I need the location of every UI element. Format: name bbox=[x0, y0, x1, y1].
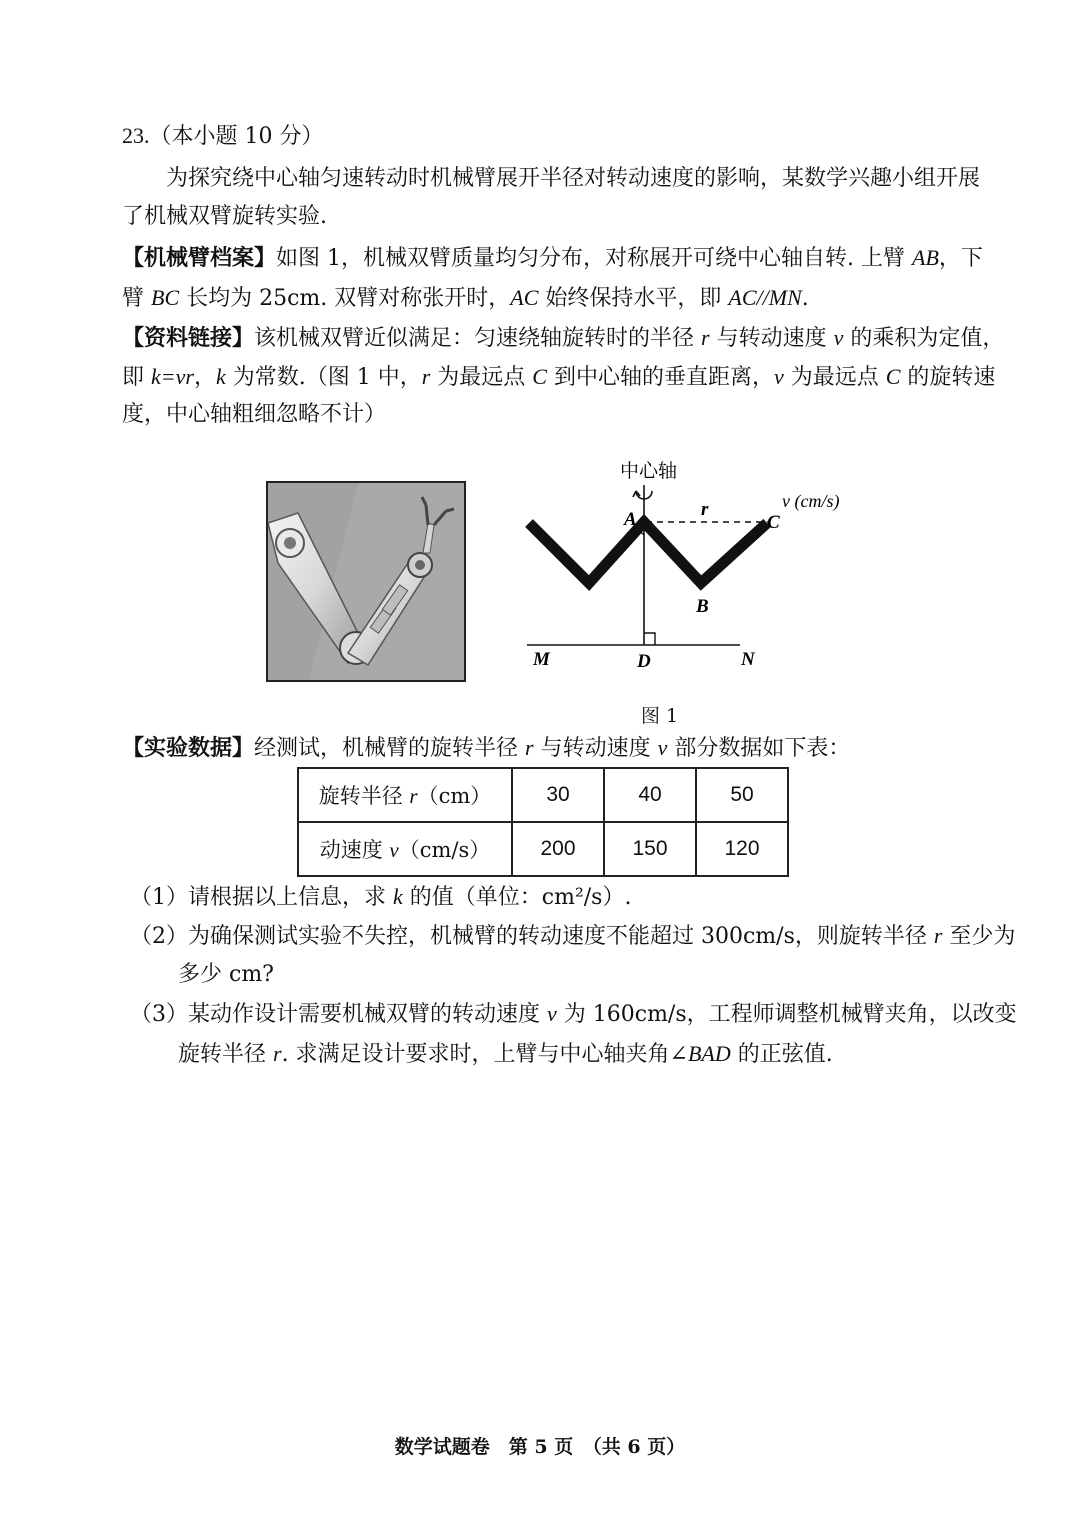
table-row2-header-b: （cm/s） bbox=[398, 838, 491, 862]
segment-bc: BC bbox=[151, 285, 180, 310]
info-text-2c: 为常数.（图 1 中， bbox=[225, 365, 422, 390]
info-line-2 bbox=[122, 362, 995, 393]
part-3-var-v: v bbox=[547, 1001, 557, 1026]
part-3-text-c: 旋转半径 bbox=[178, 1042, 273, 1067]
part-3-angle-bad: BAD bbox=[687, 1041, 731, 1066]
table-row2-header bbox=[298, 822, 512, 876]
r-label: r bbox=[701, 499, 709, 520]
info-text-1c: 的乘积为定值， bbox=[843, 326, 1005, 351]
part-1-text-b: 的值（单位：cm²/s）. bbox=[402, 885, 632, 910]
right-angle-mark bbox=[644, 633, 655, 645]
info-text-2b: ， bbox=[193, 365, 216, 390]
segment-ab: AB bbox=[912, 245, 939, 270]
var-v-2: v bbox=[773, 364, 784, 389]
table-row2-header-a: 动速度 bbox=[319, 838, 390, 862]
table-cell: 30 bbox=[512, 768, 604, 822]
profile-text-2d: . bbox=[801, 286, 809, 311]
table-cell: 150 bbox=[604, 822, 696, 876]
info-tag: 【资料链接】 bbox=[122, 325, 255, 351]
question-header bbox=[122, 121, 323, 152]
info-line-3: 度，中心轴粗细忽略不计） bbox=[122, 402, 387, 427]
segment-ac: AC bbox=[510, 285, 539, 310]
data-table bbox=[297, 767, 789, 877]
info-text-2f: 为最远点 bbox=[783, 365, 886, 390]
table-row1-header-b: （cm） bbox=[417, 784, 492, 808]
robot-arm-photo-drawing bbox=[268, 483, 466, 682]
intro-line-1: 为探究绕中心轴匀速转动时机械臂展开半径对转动速度的影响，某数学兴趣小组开展 bbox=[166, 166, 981, 191]
part-3-line-1 bbox=[130, 999, 1017, 1030]
part-3-var-r: r bbox=[273, 1041, 282, 1066]
profile-text-2c: 始终保持水平，即 bbox=[538, 286, 729, 311]
part-1-var-k: k bbox=[393, 884, 403, 909]
profile-text-2b: 长均为 25cm. 双臂对称张开时， bbox=[179, 286, 511, 311]
info-line-1 bbox=[122, 323, 1004, 354]
part-3-text-d: . 求满足设计要求时，上臂与中心轴夹角∠ bbox=[281, 1042, 688, 1067]
profile-text-2a: 臂 bbox=[122, 286, 151, 311]
formula-k-vr: k=vr bbox=[151, 364, 194, 389]
figure-1-diagram bbox=[515, 455, 865, 680]
profile-text-1b: ，下 bbox=[938, 246, 983, 271]
experiment-tag: 【实验数据】 bbox=[122, 735, 255, 761]
info-text-1b: 与转动速度 bbox=[709, 326, 834, 351]
table-row1-header-var: r bbox=[409, 784, 418, 808]
page-footer: 数学试题卷 第 5 页 （共 6 页） bbox=[394, 1436, 686, 1458]
profile-tag: 【机械臂档案】 bbox=[122, 245, 277, 271]
info-text-1a: 该机械双臂近似满足：匀速绕轴旋转时的半径 bbox=[254, 326, 702, 351]
part-1-text-a: 请根据以上信息，求 bbox=[188, 885, 393, 910]
table-row1-header bbox=[298, 768, 512, 822]
table-row2-header-var: v bbox=[389, 838, 399, 862]
part-3-line-2 bbox=[178, 1039, 833, 1070]
figure-caption: 图 1 bbox=[641, 705, 679, 727]
part-3-text-b: 为 160cm/s，工程师调整机械臂夹角，以改变 bbox=[556, 1002, 1017, 1027]
profile-line-1 bbox=[122, 243, 983, 274]
var-r: r bbox=[701, 325, 710, 350]
point-c-label: C bbox=[767, 512, 780, 533]
table-cell: 50 bbox=[696, 768, 788, 822]
part-3-text-a: 某动作设计需要机械双臂的转动速度 bbox=[188, 1002, 547, 1027]
var-v: v bbox=[833, 325, 844, 350]
question-number: 23. bbox=[122, 123, 150, 148]
point-c-text: C bbox=[532, 364, 547, 389]
point-b-label: B bbox=[696, 596, 709, 617]
part-2-line-1 bbox=[130, 921, 1015, 952]
table-row bbox=[298, 822, 788, 876]
info-text-2d: 为最远点 bbox=[430, 365, 533, 390]
intro-line-2: 了机械双臂旋转实验. bbox=[122, 204, 327, 229]
table-row bbox=[298, 768, 788, 822]
info-text-2e: 到中心轴的垂直距离， bbox=[546, 365, 774, 390]
point-n-label: N bbox=[741, 649, 755, 670]
part-2-line-2: 多少 cm? bbox=[178, 962, 274, 987]
part-1 bbox=[130, 882, 631, 913]
part-2-text-b: 至少为 bbox=[942, 924, 1016, 949]
point-a-label: A bbox=[624, 509, 637, 530]
table-cell: 40 bbox=[604, 768, 696, 822]
info-text-2g: 的旋转速 bbox=[900, 365, 996, 390]
robot-arm-photo bbox=[266, 481, 466, 682]
var-r-2: r bbox=[421, 364, 431, 389]
parallel-relation: AC//MN bbox=[728, 285, 802, 310]
var-k: k bbox=[215, 364, 226, 389]
velocity-label: v (cm/s) bbox=[782, 491, 840, 511]
experiment-var-v: v bbox=[657, 735, 668, 760]
experiment-text-a: 经测试，机械臂的旋转半径 bbox=[254, 736, 526, 761]
question-points: （本小题 10 分） bbox=[149, 124, 324, 149]
point-m-label: M bbox=[533, 649, 550, 670]
robot-arms-shape bbox=[529, 522, 767, 583]
point-c-text-2: C bbox=[885, 364, 901, 389]
experiment-text-c: 部分数据如下表： bbox=[667, 736, 851, 761]
profile-text-1: 如图 1，机械双臂质量均匀分布，对称展开可绕中心轴自转. 上臂 bbox=[276, 246, 912, 271]
profile-line-2 bbox=[122, 283, 809, 314]
part-3-text-e: 的正弦值. bbox=[730, 1042, 833, 1067]
table-cell: 120 bbox=[696, 822, 788, 876]
point-d-label: D bbox=[637, 651, 651, 672]
experiment-line bbox=[122, 733, 850, 764]
part-2-number: （2） bbox=[130, 924, 188, 949]
experiment-var-r: r bbox=[525, 735, 534, 760]
table-cell: 200 bbox=[512, 822, 604, 876]
part-1-number: （1） bbox=[130, 885, 188, 910]
part-2-text-a: 为确保测试实验不失控，机械臂的转动速度不能超过 300cm/s，则旋转半径 bbox=[188, 924, 934, 949]
part-3-number: （3） bbox=[130, 1002, 188, 1027]
axis-label: 中心轴 bbox=[620, 460, 678, 482]
table-row1-header-a: 旋转半径 bbox=[318, 784, 410, 808]
part-2-var-r: r bbox=[933, 923, 943, 948]
info-text-2a: 即 bbox=[122, 365, 151, 390]
experiment-text-b: 与转动速度 bbox=[533, 736, 658, 761]
